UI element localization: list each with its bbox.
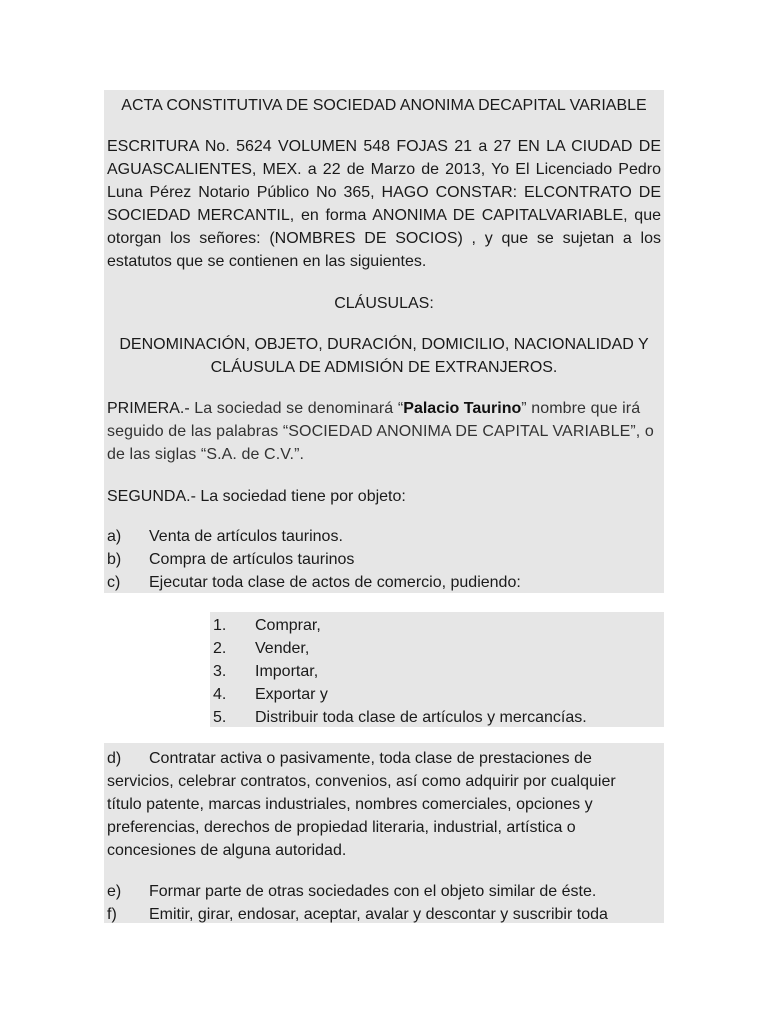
list-marker: 2. bbox=[213, 640, 227, 657]
list-text: Venta de artículos taurinos. bbox=[149, 528, 343, 545]
list-item bbox=[213, 706, 661, 729]
list-text: Formar parte de otras sociedades con el objeto similar de éste. bbox=[149, 883, 597, 900]
list-marker: f) bbox=[107, 906, 117, 923]
list-item bbox=[213, 683, 661, 706]
item-d-line: servicios, celebrar contratos, convenios, así como adquirir por cualquier bbox=[107, 773, 616, 790]
list-text: Importar, bbox=[255, 663, 319, 680]
clause-primera bbox=[107, 397, 661, 466]
list-marker: d) bbox=[107, 750, 122, 767]
list-text: Emitir, girar, endosar, aceptar, avalar y descontar y suscribir toda bbox=[149, 906, 608, 923]
list-text: Ejecutar toda clase de actos de comercio, pudiendo: bbox=[149, 574, 521, 591]
section-heading bbox=[104, 333, 664, 379]
list-text: Compra de artículos taurinos bbox=[149, 551, 355, 568]
list-item bbox=[107, 880, 661, 903]
objects-list-ef bbox=[107, 880, 661, 926]
list-item bbox=[213, 660, 661, 683]
objects-list-abc bbox=[107, 525, 661, 594]
list-item bbox=[213, 614, 661, 637]
clause-segunda: SEGUNDA.- La sociedad tiene por objeto: bbox=[107, 488, 406, 505]
clausulas-heading: CLÁUSULAS: bbox=[334, 295, 434, 312]
item-d-line: título patente, marcas industriales, nombres comerciales, opciones y bbox=[107, 796, 593, 813]
list-text: Exportar y bbox=[255, 686, 328, 703]
section-heading-line1: DENOMINACIÓN, OBJETO, DURACIÓN, DOMICILIO, NACIONALIDAD Y bbox=[119, 336, 649, 353]
list-marker: 5. bbox=[213, 709, 227, 726]
numbered-list bbox=[213, 614, 661, 729]
list-text: Distribuir toda clase de artículos y mercancías. bbox=[255, 709, 587, 726]
list-marker: 4. bbox=[213, 686, 227, 703]
list-item bbox=[213, 637, 661, 660]
list-text: Vender, bbox=[255, 640, 310, 657]
primera-text-rest: ” nombre que irá seguido de las palabras “SOCIEDAD ANONIMA DE CAPITAL VARIABLE”, o de las siglas “S.A. de C.V.”. bbox=[107, 400, 654, 463]
list-item bbox=[107, 548, 661, 571]
intro-paragraph: ESCRITURA No. 5624 VOLUMEN 548 FOJAS 21 a 27 EN LA CIUDAD DE AGUASCALIENTES, MEX. a 22 de Marzo de 2013, Yo El Licenciado Pedro Luna Pérez Notario Público No 365, HAGO CONSTAR: ELCONTRATO DE SOCIEDAD MERCANTIL, en forma ANONIMA DE CAPITALVARIABLE, que otorgan los señores: (NOMBRES DE SOCIOS) , y que se sujetan a los estatutos que se contienen en las siguientes. bbox=[107, 138, 661, 270]
company-name: Palacio Taurino bbox=[403, 400, 522, 417]
item-d-line bbox=[107, 747, 661, 770]
primera-text-pre: La sociedad se denominará “ bbox=[189, 400, 404, 417]
list-item-d bbox=[107, 747, 661, 862]
list-marker: 3. bbox=[213, 663, 227, 680]
list-text: Comprar, bbox=[255, 617, 321, 634]
section-heading-line2: CLÁUSULA DE ADMISIÓN DE EXTRANJEROS. bbox=[210, 359, 558, 376]
list-marker: 1. bbox=[213, 617, 227, 634]
list-marker: e) bbox=[107, 883, 122, 900]
list-marker: a) bbox=[107, 528, 122, 545]
list-marker: b) bbox=[107, 551, 122, 568]
list-item bbox=[107, 571, 661, 594]
document-title: ACTA CONSTITUTIVA DE SOCIEDAD ANONIMA DECAPITAL VARIABLE bbox=[121, 97, 647, 114]
list-item bbox=[107, 903, 661, 926]
item-d-line: concesiones de alguna autoridad. bbox=[107, 842, 347, 859]
list-text: Contratar activa o pasivamente, toda clase de prestaciones de bbox=[149, 750, 592, 767]
item-d-line: preferencias, derechos de propiedad literaria, industrial, artística o bbox=[107, 819, 576, 836]
list-item bbox=[107, 525, 661, 548]
list-marker: c) bbox=[107, 574, 121, 591]
primera-label: PRIMERA.- bbox=[107, 400, 190, 417]
